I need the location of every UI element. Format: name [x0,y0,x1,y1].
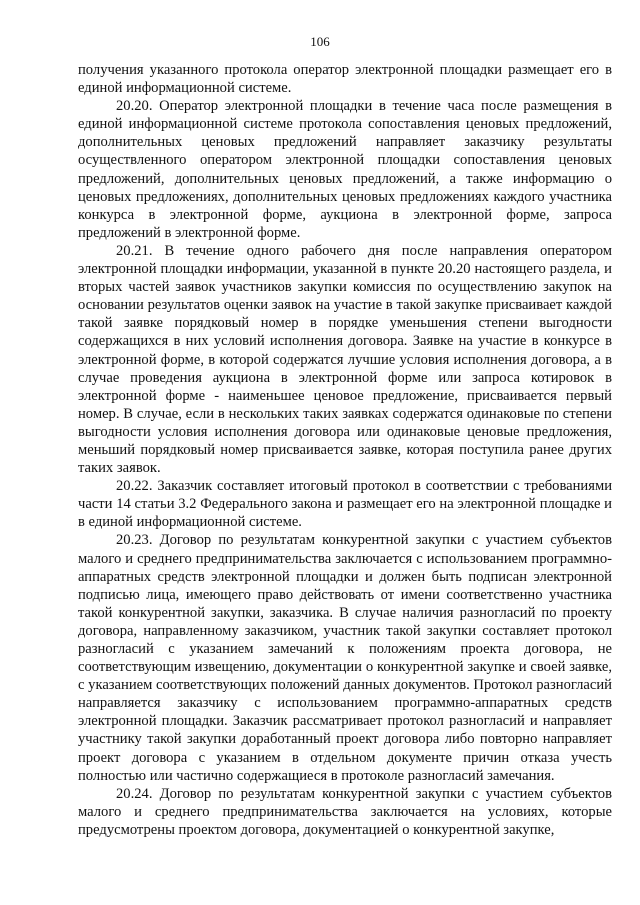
paragraph-20-23: 20.23. Договор по результатам конкурентной закупки с участием субъектов малого и среднего предпринимательства заключается с использованием программно-аппаратных средств электронной площадки и должен быть подписан электронной подписью лица, имеющего право действовать от имени соответственно участника такой конкурентной закупки, заказчика. В случае наличия разногласий по проекту договора, направленному заказчиком, участник такой закупки составляет протокол разногласий с указанием замечаний к положениям проекта договора, не соответствующим извещению, документации о конкурентной закупке и своей заявке, с указанием соответствующих положений данных документов. Протокол разногласий направляется заказчику с использованием программно-аппаратных средств электронной площадки. Заказчик рассматривает протокол разногласий и направляет участнику такой закупки доработанный проект договора либо повторно направляет проект договора с указанием в отдельном документе причин отказа учесть полностью или частично содержащиеся в протоколе разногласий замечания. [78,532,612,784]
paragraph-20-24: 20.24. Договор по результатам конкурентной закупки с участием субъектов малого и среднего предпринимательства заключается на условиях, которые предусмотрены проектом договора, документацией о конкурентной закупке, [78,785,612,838]
paragraph-20-22: 20.22. Заказчик составляет итоговый протокол в соответствии с требованиями части 14 статьи 3.2 Федерального закона и размещает его на электронной площадке и в единой информационной системе. [78,478,612,531]
paragraph-continuation: получения указанного протокола оператор электронной площадки размещает его в единой информационной системе. [78,62,612,97]
page-number: 106 [310,34,330,49]
paragraph-20-20: 20.20. Оператор электронной площадки в течение часа после размещения в единой информационной системе протокола сопоставления ценовых предложений, дополнительных ценовых предложений направляет заказчику результаты осуществленного оператором электронной площадки сопоставления ценовых предложений, дополнительных ценовых предложений, а также информацию о ценовых предложениях, дополнительных ценовых предложениях каждого участника конкурса в электронной форме, аукциона в электронной форме, запроса предложений в электронной форме. [78,98,612,241]
paragraph-20-21: 20.21. В течение одного рабочего дня после направления оператором электронной площадки информации, указанной в пункте 20.20 настоящего раздела, и вторых частей заявок участников закупки комиссия по осуществлению закупок на основании результатов оценки заявок на участие в такой закупке присваивает каждой такой заявке порядковый номер в порядке уменьшения степени выгодности содержащихся в них условий исполнения договора. Заявке на участие в конкурсе в электронной форме, в которой содержатся лучшие условия исполнения договора, а в случае проведения аукциона в электронной форме или запроса котировок в электронной форме - наименьшее ценовое предложение, присваивается первый номер. В случае, если в нескольких таких заявках содержатся одинаковые по степени выгодности условия исполнения договора или одинаковые ценовые предложения, меньший порядковый номер присваивается заявке, которая поступила ранее других таких заявок. [78,242,612,477]
document-body [78,61,612,839]
